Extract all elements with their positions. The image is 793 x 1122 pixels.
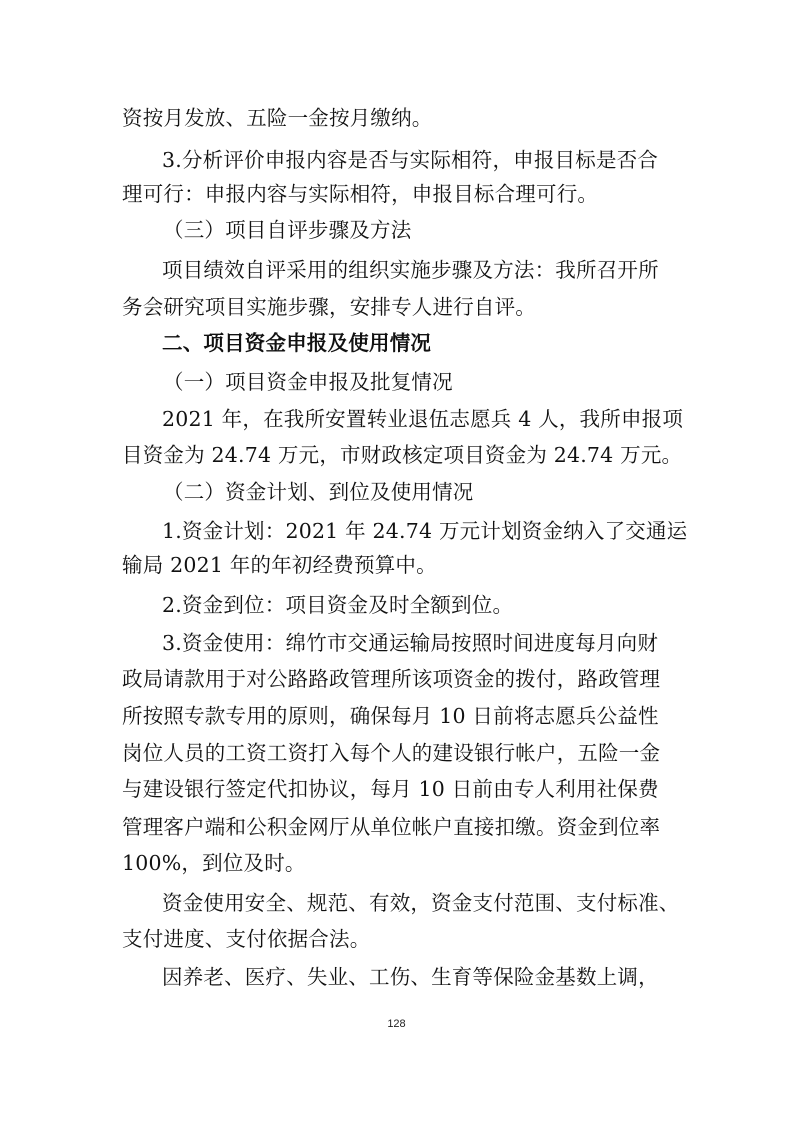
text-line: 管理客户端和公积金网厅从单位帐户直接扣缴。资金到位率 <box>122 815 661 839</box>
text-line: 100%，到位及时。 <box>122 851 306 875</box>
text-line: 2021 年，在我所安置转业退伍志愿兵 4 人，我所申报项 <box>162 407 684 431</box>
text-line: 政局请款用于对公路路政管理所该项资金的拨付，路政管理 <box>122 667 661 691</box>
text-line: 项目绩效自评采用的组织实施步骤及方法：我所召开所 <box>162 258 659 282</box>
section-heading: （三）项目自评步骤及方法 <box>163 218 412 242</box>
text-line: 资金使用安全、规范、有效，资金支付范围、支付标准、 <box>162 891 680 915</box>
text-line: 2.资金到位：项目资金及时全额到位。 <box>162 593 514 617</box>
text-line: 岗位人员的工资工资打入每个人的建设银行帐户，五险一金 <box>122 741 661 765</box>
text-line: 资按月发放、五险一金按月缴纳。 <box>122 106 433 130</box>
text-line: 目资金为 24.74 万元，市财政核定项目资金为 24.74 万元。 <box>122 443 683 467</box>
chapter-heading: 二、项目资金申报及使用情况 <box>162 331 432 355</box>
text-line: 因养老、医疗、失业、工伤、生育等保险金基数上调， <box>162 965 659 989</box>
text-line: 理可行：申报内容与实际相符，申报目标合理可行。 <box>122 182 599 206</box>
text-line: 输局 2021 年的年初经费预算中。 <box>122 553 437 577</box>
text-line: 3.分析评价申报内容是否与实际相符，申报目标是否合 <box>162 148 659 172</box>
text-line: 务会研究项目实施步骤，安排专人进行自评。 <box>122 295 536 319</box>
section-heading: （二）资金计划、到位及使用情况 <box>163 480 474 504</box>
page-number: 128 <box>387 1018 406 1030</box>
text-line: 与建设银行签定代扣协议，每月 10 日前由专人利用社保费 <box>122 777 659 801</box>
text-line: 1.资金计划：2021 年 24.74 万元计划资金纳入了交通运 <box>162 519 688 543</box>
text-line: 支付进度、支付依据合法。 <box>122 927 371 951</box>
text-line: 3.资金使用：绵竹市交通运输局按照时间进度每月向财 <box>162 631 659 655</box>
section-heading: （一）项目资金申报及批复情况 <box>163 370 453 394</box>
text-line: 所按照专款专用的原则，确保每月 10 日前将志愿兵公益性 <box>122 704 659 728</box>
